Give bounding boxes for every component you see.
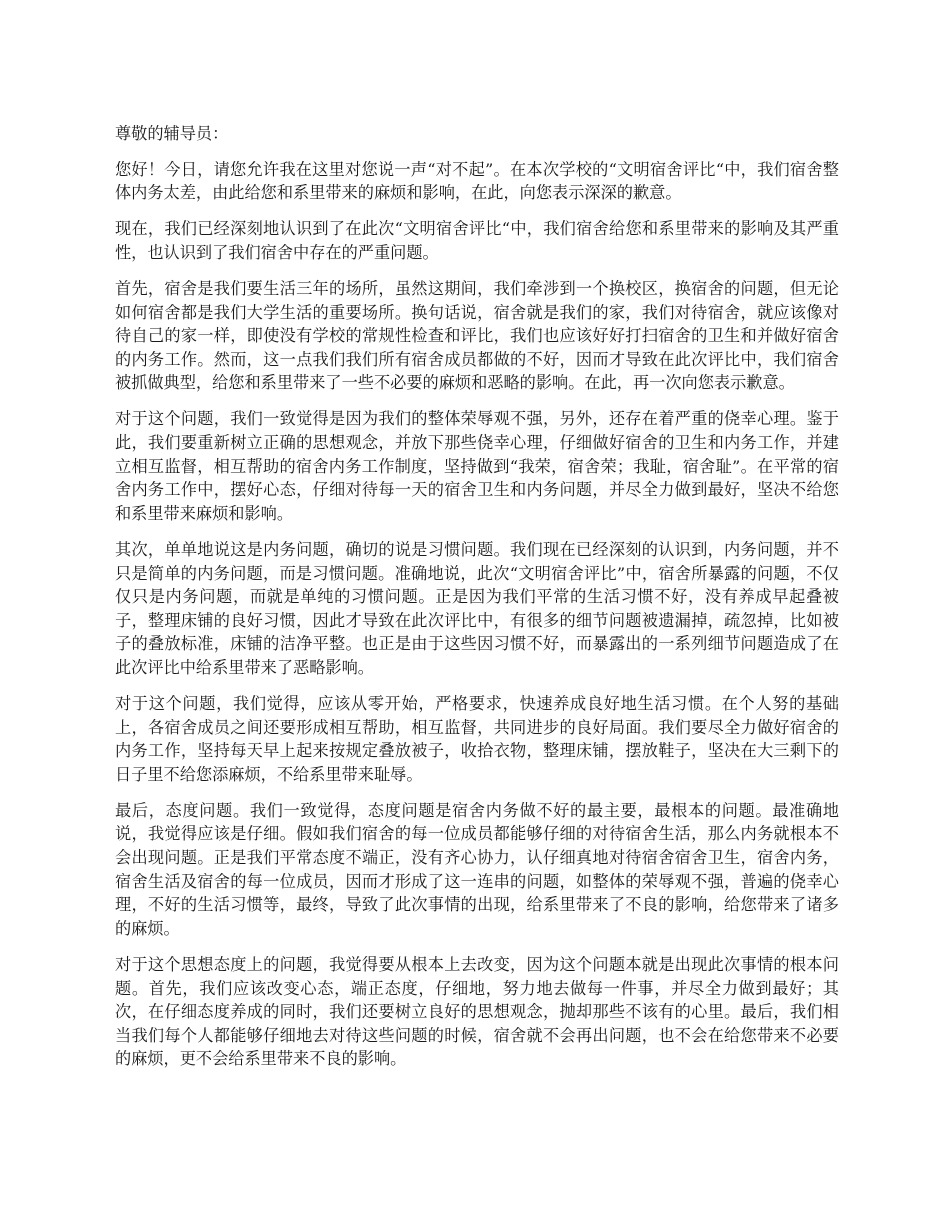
letter-body bbox=[115, 122, 839, 1083]
paragraph-1: 您好！今日，请您允许我在这里对您说一声“对不起”。在本次学校的“文明宿舍评比“中，我们宿舍整体内务太差，由此给您和系里带来的麻烦和影响，在此，向您表示深深的歉意。 bbox=[115, 159, 839, 203]
salutation: 尊敬的辅导员： bbox=[115, 124, 229, 143]
paragraph-6: 对于这个问题，我们觉得，应该从零开始，严格要求，快速养成良好地生活习惯。在个人努的基础上，各宿舍成员之间还要形成相互帮助，相互监督，共同进步的良好局面。我们要尽全力做好宿舍的内务工作，坚持每天早上起来按规定叠放被子，收拾衣物，整理床铺，摆放鞋子，坚决在大三剩下的日子里不给您添麻烦，不给系里带来耻辱。 bbox=[115, 693, 839, 784]
paragraph-2: 现在，我们已经深刻地认识到了在此次“文明宿舍评比“中，我们宿舍给您和系里带来的影响及其严重性，也认识到了我们宿舍中存在的严重问题。 bbox=[115, 219, 839, 262]
paragraph-5: 其次，单单地说这是内务问题，确切的说是习惯问题。我们现在已经深刻的认识到，内务问题，并不只是简单的内务问题，而是习惯问题。准确地说，此次“文明宿舍评比”中，宿舍所暴露的问题，不仅仅只是内务问题，而就是单纯的习惯问题。正是因为我们平常的生活习惯不好，没有养成早起叠被子，整理床铺的良好习惯，因此才导致在此次评比中，有很多的细节问题被遗漏掉，疏忽掉，比如被子的叠放标准，床铺的洁净平整。也正是由于这些因习惯不好，而暴露出的一系列细节问题造成了在此次评比中给系里带来了恶略影响。 bbox=[115, 539, 839, 677]
paragraph-3: 首先，宿舍是我们要生活三年的场所，虽然这期间，我们牵涉到一个换校区，换宿舍的问题，但无论如何宿舍都是我们大学生活的重要场所。换句话说，宿舍就是我们的家，我们对待宿舍，就应该像对待自己的家一样，即使没有学校的常规性检查和评比，我们也应该好好打扫宿舍的卫生和并做好宿舍的内务工作。然而，这一点我们我们所有宿舍成员都做的不好，因而才导致在此次评比中，我们宿舍被抓做典型，给您和系里带来了一些不必要的麻烦和恶略的影响。在此，再一次向您表示歉意。 bbox=[115, 278, 839, 393]
paragraph-7: 最后，态度问题。我们一致觉得，态度问题是宿舍内务做不好的最主要，最根本的问题。最准确地说，我觉得应该是仔细。假如我们宿舍的每一位成员都能够仔细的对待宿舍生活，那么内务就根本不会出现问题。正是我们平常态度不端正，没有齐心协力，认仔细真地对待宿舍宿舍卫生，宿舍内务，宿舍生活及宿舍的每一位成员，因而才形成了这一连串的问题，如整体的荣辱观不强，普遍的侥幸心理，不好的生活习惯等，最终，导致了此次事情的出现，给系里带来了不良的影响，给您带来了诸多的麻烦。 bbox=[115, 800, 839, 938]
paragraph-4: 对于这个问题，我们一致觉得是因为我们的整体荣辱观不强，另外，还存在着严重的侥幸心理。鉴于此，我们要重新树立正确的思想观念，并放下那些侥幸心理，仔细做好宿舍的卫生和内务工作，并建立相互监督，相互帮助的宿舍内务工作制度，坚持做到“我荣，宿舍荣；我耻，宿舍耻”。在平常的宿舍内务工作中，摆好心态，仔细对待每一天的宿舍卫生和内务问题，并尽全力做到最好，坚决不给您和系里带来麻烦和影响。 bbox=[115, 409, 839, 523]
paragraph-8: 对于这个思想态度上的问题，我觉得要从根本上去改变，因为这个问题本就是出现此次事情的根本问题。首先，我们应该改变心态，端正态度，仔细地，努力地去做每一件事，并尽全力做到最好；其次，在仔细态度养成的同时，我们还要树立良好的思想观念，抛却那些不该有的心里。最后，我们相当我们每个人都能够仔细地去对待这些问题的时候，宿舍就不会再出问题，也不会在给您带来不必要的麻烦，更不会给系里带来不良的影响。 bbox=[115, 954, 839, 1069]
